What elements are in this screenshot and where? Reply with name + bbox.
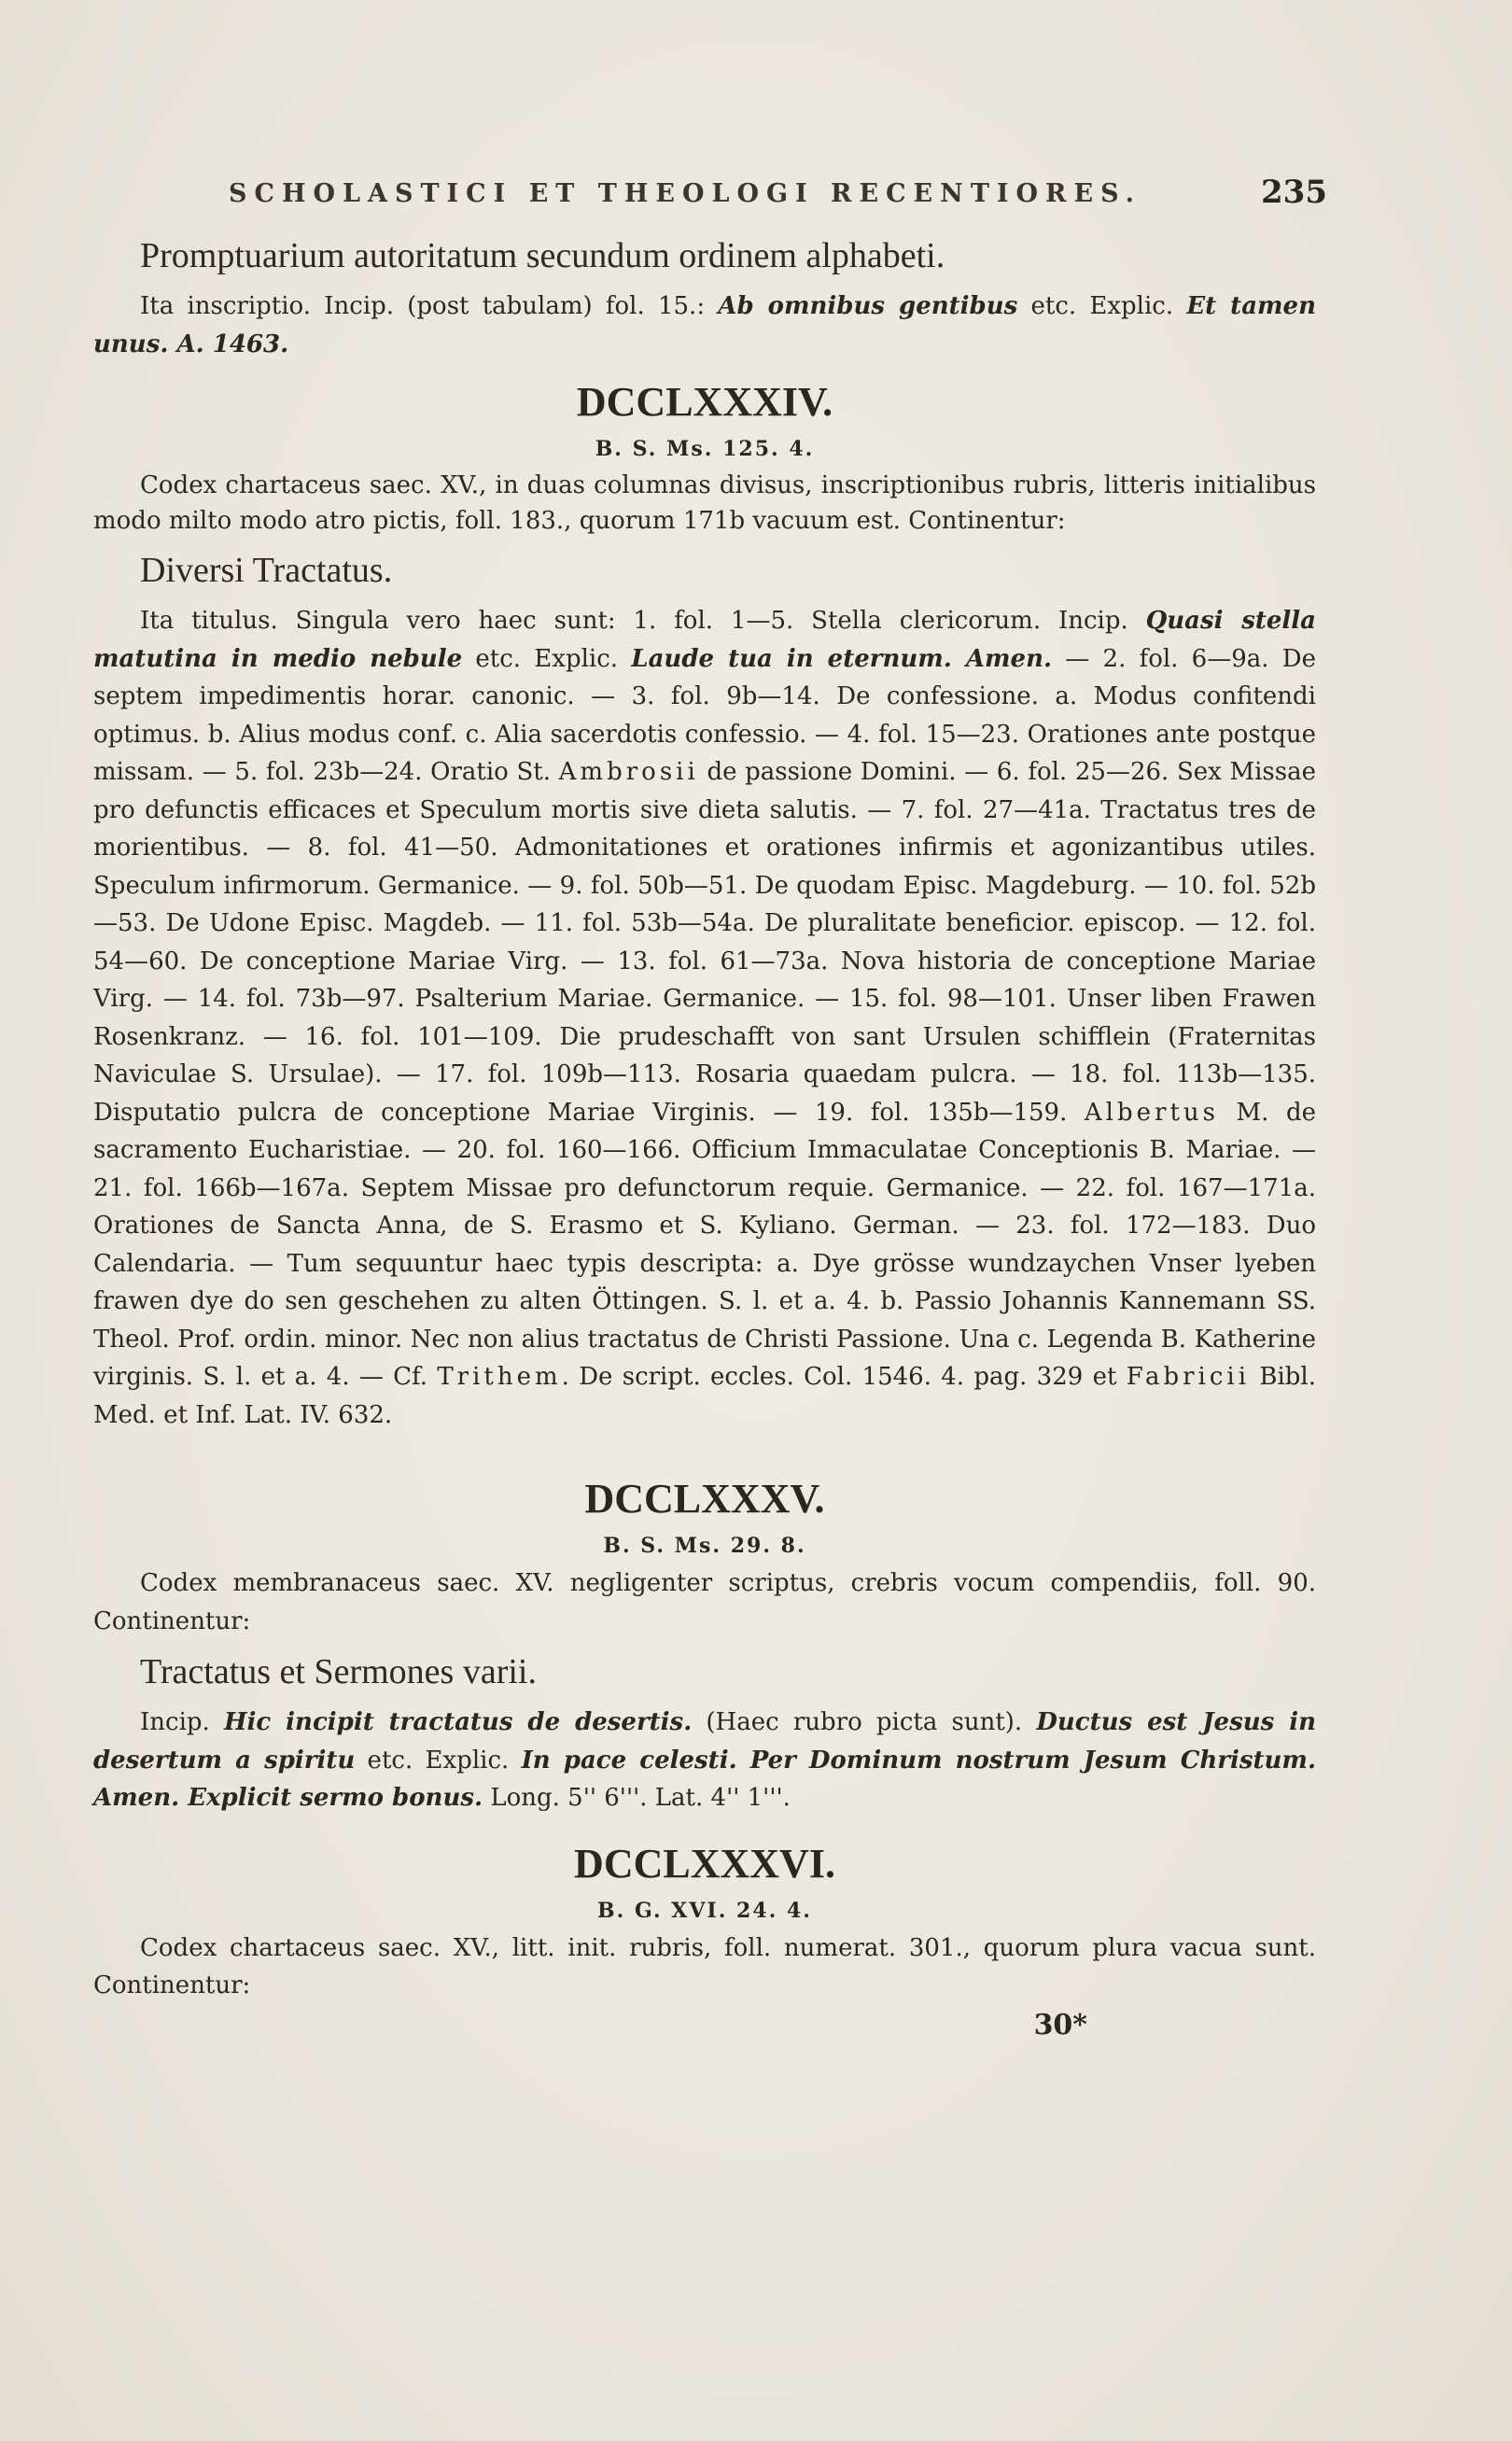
codex-number-786: DCCLXXXVI. <box>574 1840 835 1887</box>
section-heading-diversi: Diversi Tractatus. <box>140 551 393 590</box>
shelfmark-784: B. S. Ms. 125. 4. <box>595 437 815 461</box>
running-head <box>93 168 1327 224</box>
running-title: SCHOLASTICI ET THEOLOGI RECENTIORES. <box>229 179 1142 208</box>
section-heading-promptuarium: Promptuarium autoritatum secundum ordinem alphabeti. <box>140 236 945 275</box>
codex-description-784: Codex chartaceus saec. XV., in duas columnas divisus, inscriptionibus rubris, litteris initialibus modo milto modo atro pictis, foll. 183., quorum 171b vacuum est. Continentur: <box>93 471 1316 535</box>
page-number: 235 <box>1261 174 1327 211</box>
contents-paragraph-784: Ita titulus. Singula vero haec sunt: 1. fol. 1—5. Stella clericorum. Incip. Quasi stella matutina in medio nebule etc. Explic. Laude tua in eternum. Amen. — 2. fol. 6—9a. De septem impedimentis horar. canonic. — 3. fol. 9b—14. De confessione. a. Modus confitendi optimus. b. Alius modus conf. c. Alia sacerdotis confessio. — 4. fol. 15—23. Orationes ante postque missam. — 5. fol. 23b—24. Oratio St. Ambrosii de passione Domini. — 6. fol. 25—26. Sex Missae pro defunctis efficaces et Speculum mortis sive dieta salutis. — 7. fol. 27—41a. Tractatus tres de morientibus. — 8. fol. 41—50. Admonitationes et orationes infirmis et agonizantibus utiles. Speculum infirmorum. Germanice. — 9. fol. 50b—51. De quodam Episc. Magdeburg. — 10. fol. 52b—53. De Udone Episc. Magdeb. — 11. fol. 53b—54a. De pluralitate beneficior. episcop. — 12. fol. 54—60. De conceptione Mariae Virg. — 13. fol. 61—73a. Nova historia de conceptione Mariae Virg. — 14. fol. 73b—97. Psalterium Mariae. Germanice. — 15. fol. 98—101. Unser liben Frawen Rosenkranz. — 16. fol. 101—109. Die prudeschafft von sant Ursulen schifflein (Fraternitas Naviculae S. Ursulae). — 17. fol. 109b—113. Rosaria quaedam pulcra. — 18. fol. 113b—135. Disputatio pulcra de conceptione Mariae Virginis. — 19. fol. 135b—159. Albertus M. de sacramento Eucharistiae. — 20. fol. 160—166. Officium Immaculatae Conceptionis B. Mariae. — 21. fol. 166b—167a. Septem Missae pro defunctorum requie. Germanice. — 22. fol. 167—171a. Orationes de Sancta Anna, de S. Erasmo et S. Kyliano. German. — 23. fol. 172—183. Duo Calendaria. — Tum sequuntur haec typis descripta: a. Dye grösse wundzaychen Vnser lyeben frawen dye do sen geschehen zu alten Öttingen. S. l. et a. 4. b. Passio Johannis Kannemann SS. Theol. Prof. ordin. minor. Nec non alius tractatus de Christi Passione. Una c. Legenda B. Katherine virginis. S. l. et a. 4. — Cf. Trithem. De script. eccles. Col. 1546. 4. pag. 329 et Fabricii Bibl. Med. et Inf. Lat. IV. 632. <box>93 607 1316 1429</box>
shelfmark-786: B. G. XVI. 24. 4. <box>597 1898 812 1923</box>
codex-description-786: Codex chartaceus saec. XV., litt. init. rubris, foll. numerat. 301., quorum plura vacua sunt. Continentur: <box>93 1933 1316 1999</box>
shelfmark-785: B. S. Ms. 29. 8. <box>603 1534 806 1558</box>
contents-paragraph-785: Incip. Hic incipit tractatus de desertis. (Haec rubro picta sunt). Ductus est Jesus in desertum a spiritu etc. Explic. In pace celesti. Per Dominum nostrum Jesum Christum. Amen. Explicit sermo bonus. Long. 5'' 6'''. Lat. 4'' 1'''. <box>93 1708 1316 1812</box>
codex-number-784: DCCLXXXIV. <box>576 379 833 425</box>
section-heading-tractatus: Tractatus et Sermones varii. <box>140 1652 537 1691</box>
codex-description-785: Codex membranaceus saec. XV. negligenter scriptus, crebris vocum compendiis, foll. 90. Continentur: <box>93 1569 1316 1635</box>
promptuarium-paragraph: Ita inscriptio. Incip. (post tabulam) fol. 15.: Ab omnibus gentibus etc. Explic. Et tamen unus. A. 1463. <box>93 292 1316 358</box>
codex-number-785: DCCLXXXV. <box>584 1476 825 1522</box>
text-column <box>93 168 1327 2041</box>
printer-signature: 30* <box>1033 2008 1087 2041</box>
